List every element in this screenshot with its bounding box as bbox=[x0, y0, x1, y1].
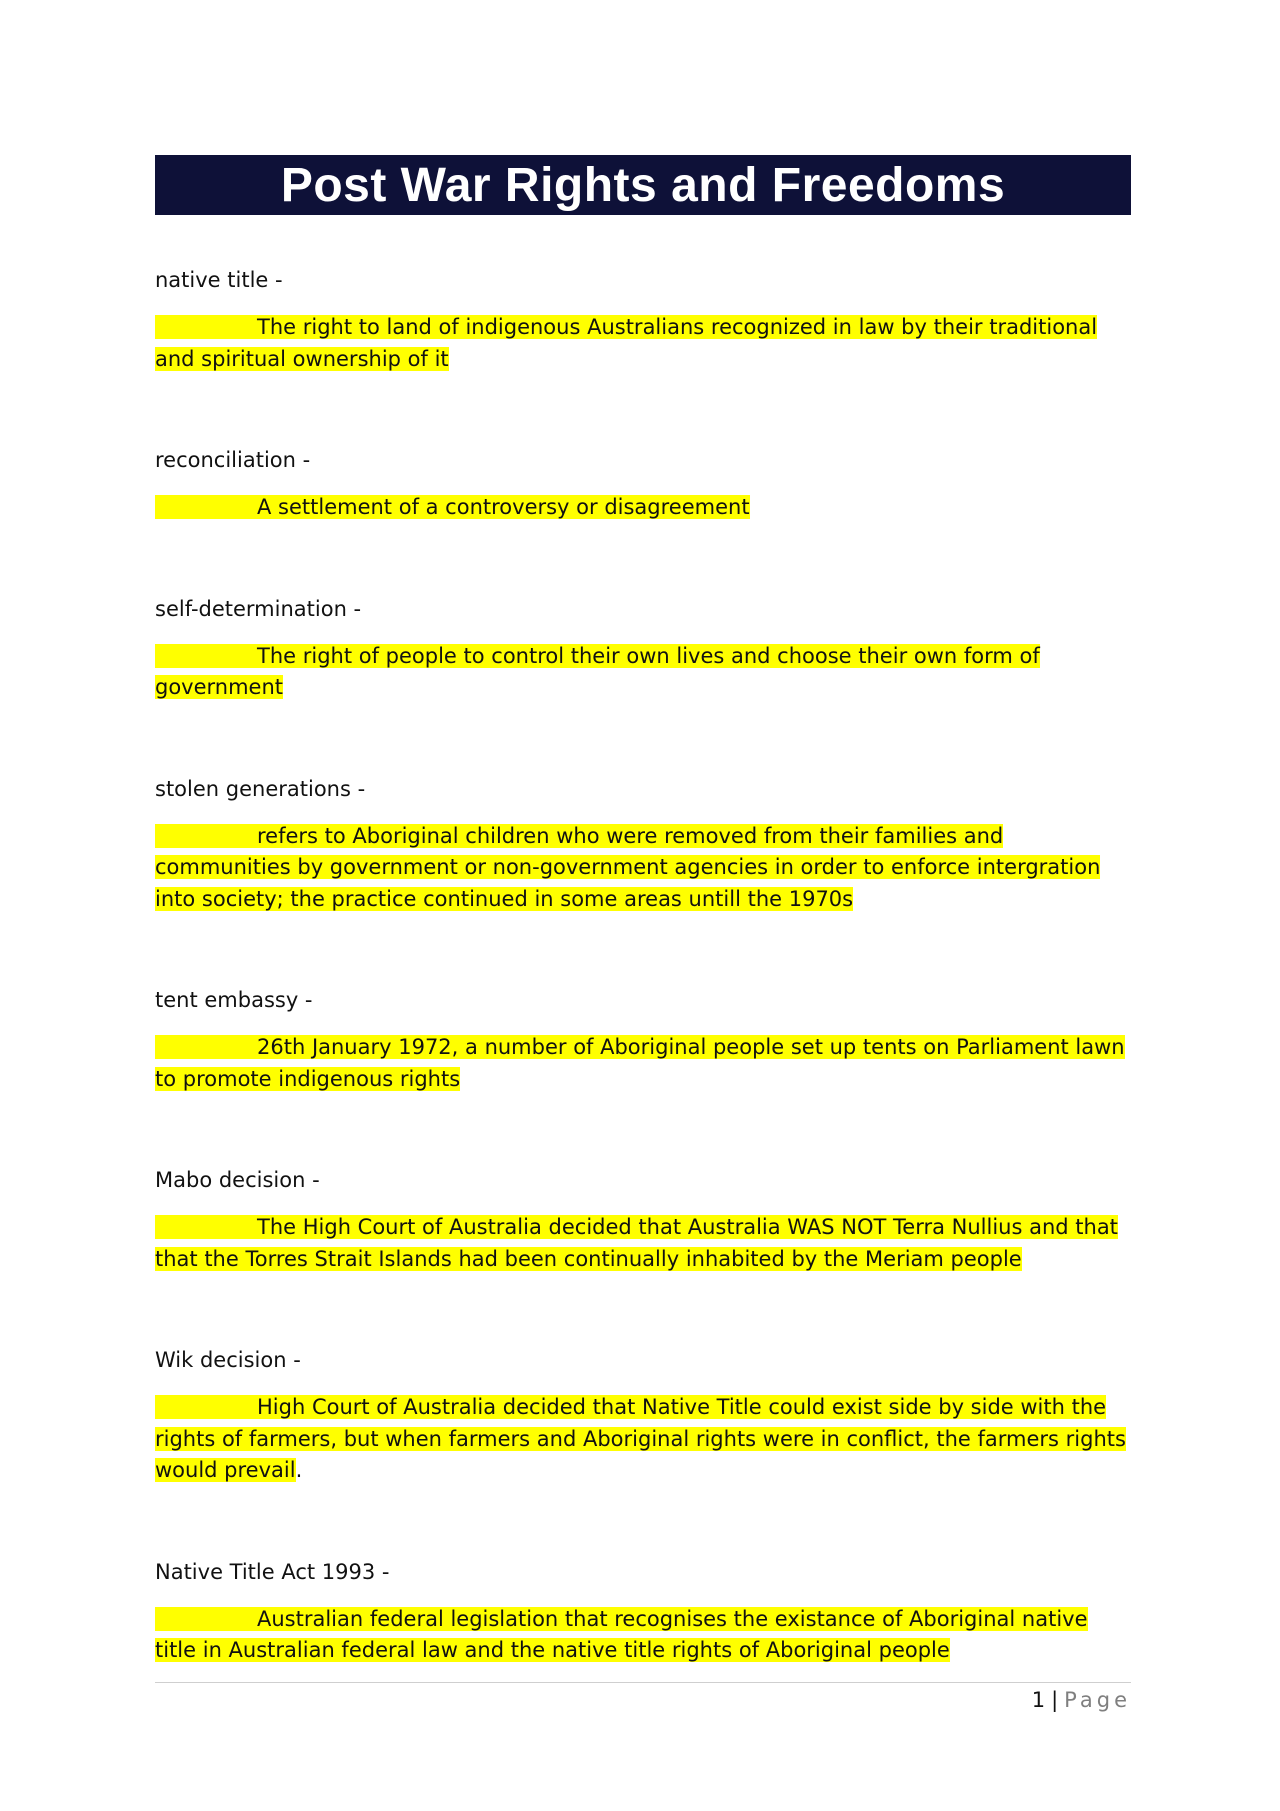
glossary-term: reconciliation - bbox=[155, 448, 311, 472]
definition-text: Australian federal legislation that recognises the existance of Aboriginal native title in Australian federal law and the native title rights of Aboriginal people bbox=[155, 1606, 1088, 1662]
glossary-definition bbox=[155, 1032, 1131, 1095]
glossary-entry bbox=[155, 1164, 1131, 1275]
glossary-definition bbox=[155, 1392, 1131, 1487]
page-separator: | bbox=[1051, 1688, 1059, 1712]
glossary-term: stolen generations - bbox=[155, 776, 366, 801]
highlighted-definition bbox=[155, 644, 1040, 700]
glossary-term: Native Title Act 1993 - bbox=[155, 1559, 390, 1584]
glossary-definition bbox=[155, 821, 1131, 916]
definition-text: The right of people to control their own lives and choose their own form of government bbox=[155, 643, 1040, 699]
glossary-entry bbox=[155, 984, 1131, 1095]
glossary-definition bbox=[155, 312, 1131, 375]
glossary-term: Wik decision - bbox=[155, 1348, 301, 1372]
trailing-punctuation: . bbox=[295, 1458, 303, 1482]
highlighted-definition bbox=[155, 1215, 1118, 1271]
definition-text: 26th January 1972, a number of Aboriginal people set up tents on Parliament lawn to promote indigenous rights bbox=[155, 1035, 1125, 1091]
glossary-entry bbox=[155, 773, 1131, 916]
glossary-definition bbox=[155, 1212, 1131, 1275]
page-label: Page bbox=[1064, 1688, 1131, 1712]
page-number-footer bbox=[1032, 1688, 1131, 1712]
highlighted-definition bbox=[155, 824, 1100, 911]
page-number: 1 bbox=[1031, 1688, 1046, 1712]
highlighted-definition bbox=[155, 1607, 1088, 1663]
glossary-term: Mabo decision - bbox=[155, 1168, 320, 1192]
glossary-entry bbox=[155, 264, 1131, 375]
glossary-term: native title - bbox=[155, 268, 283, 292]
glossary-entry bbox=[155, 593, 1131, 704]
glossary-definition bbox=[155, 492, 1131, 524]
definition-text: A settlement of a controversy or disagreement bbox=[257, 495, 750, 519]
highlighted-definition bbox=[155, 315, 1097, 371]
definition-text: The right to land of indigenous Australians recognized in law by their traditional and spiritual ownership of it bbox=[155, 315, 1098, 371]
glossary-entry bbox=[155, 1344, 1131, 1487]
title-banner bbox=[155, 155, 1131, 215]
highlighted-definition bbox=[155, 1035, 1125, 1091]
glossary-entry bbox=[155, 1556, 1131, 1667]
glossary-term: self-determination - bbox=[155, 596, 362, 621]
definition-text: High Court of Australia decided that Native Title could exist side by side with the rights of farmers, but when farmers and Aboriginal rights were in conflict, the farmers rights would prevail bbox=[155, 1395, 1126, 1482]
definition-text: The High Court of Australia decided that Australia WAS NOT Terra Nullius and that that the Torres Strait Islands had been continually inhabited by the Meriam people bbox=[155, 1215, 1118, 1271]
glossary-content bbox=[155, 264, 1131, 1667]
glossary-definition bbox=[155, 1604, 1131, 1667]
document-title: Post War Rights and Freedoms bbox=[280, 158, 1006, 212]
glossary-definition bbox=[155, 641, 1131, 704]
glossary-term: tent embassy - bbox=[155, 988, 313, 1012]
definition-text: refers to Aboriginal children who were removed from their families and communities by government or non-government agencies in order to enforce intergration into society; the practice continued in some areas untill the 1970s bbox=[155, 823, 1101, 911]
glossary-entry bbox=[155, 444, 1131, 524]
highlighted-definition bbox=[155, 495, 750, 519]
footer-divider bbox=[155, 1682, 1131, 1683]
